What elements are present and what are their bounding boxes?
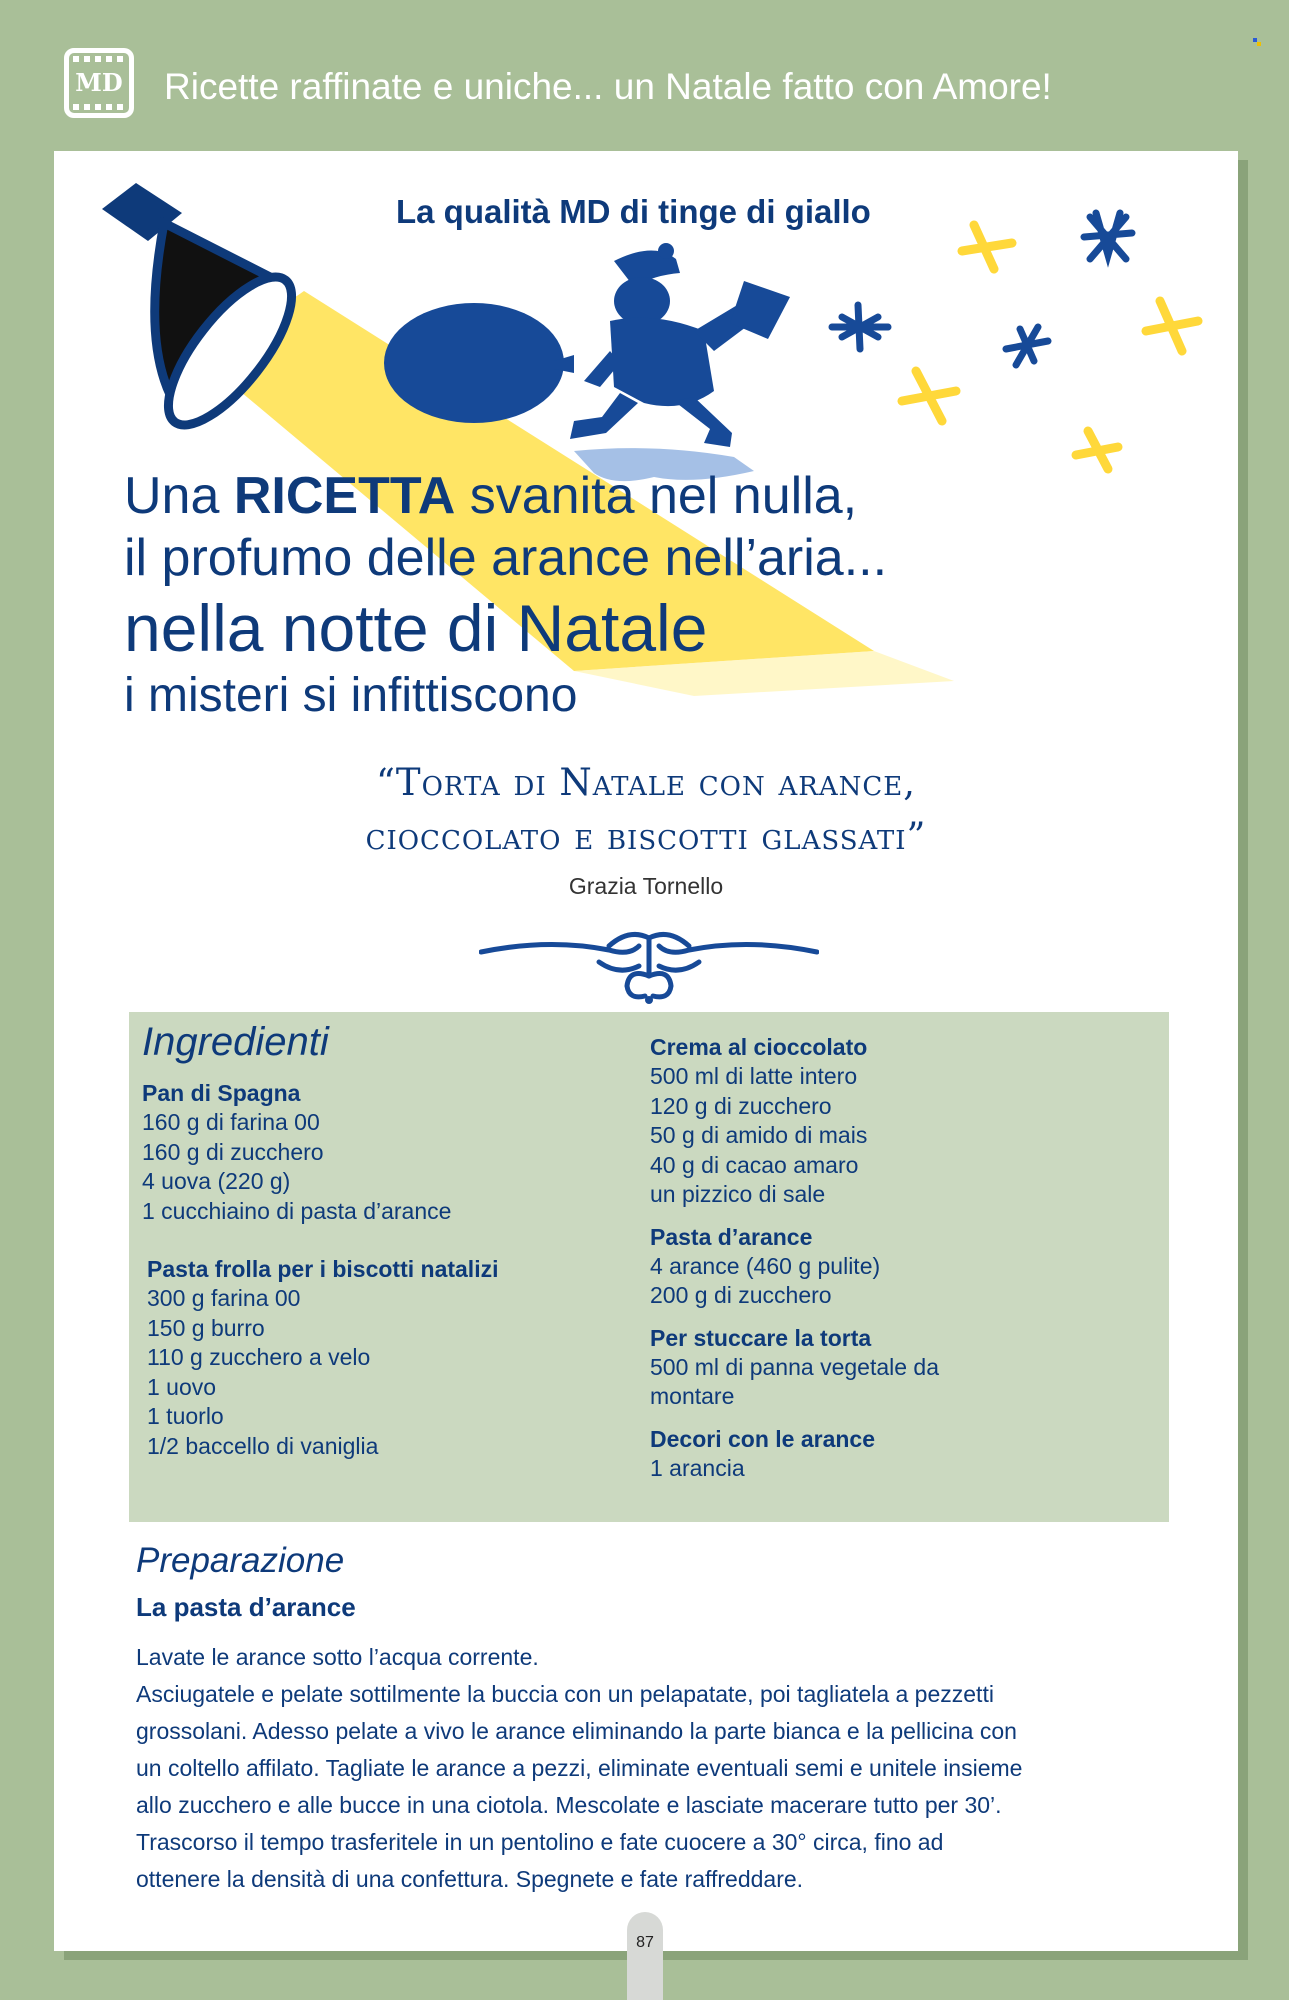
headline-line-2: il profumo delle arance nell’aria... — [124, 529, 888, 587]
recipe-author: Grazia Tornello — [568, 873, 724, 899]
recipe-page — [54, 151, 1238, 1951]
headline-suffix: svanita nel nulla, — [455, 467, 858, 525]
header-title: Ricette raffinate e uniche... un Natale fatto con Amore! — [164, 66, 1052, 107]
page-header — [0, 0, 1289, 150]
ingredient-group-title: Pan di Spagna — [142, 1080, 301, 1106]
ingredient-item: 1/2 baccello di vaniglia — [147, 1432, 379, 1459]
ingredient-group — [650, 1222, 1150, 1311]
page-number-tab — [627, 1912, 663, 2000]
recipe-title-line-2: cioccolato e biscotti glassati” — [365, 815, 927, 858]
ingredient-item: 500 ml di panna vegetale da — [650, 1353, 939, 1380]
ingredients-heading: Ingredienti — [142, 1020, 329, 1064]
ingredient-item: 4 uova (220 g) — [142, 1168, 291, 1194]
ingredient-item: 150 g burro — [147, 1314, 265, 1341]
preparation-line: ottenere la densità di una confettura. Spegnete e fate raffreddare. — [136, 1866, 804, 1892]
headline-line-3: nella notte di Natale — [124, 591, 708, 665]
md-logo-icon — [64, 48, 134, 118]
preparation-line: Asciugatele e pelate sottilmente la buccia con un pelapatate, poi tagliatela a pezzetti — [136, 1681, 994, 1707]
preparation-line: Trascorso il tempo trasferitele in un pentolino e fate cuocere a 30° circa, fino ad — [136, 1829, 944, 1855]
ingredient-group — [650, 1323, 1150, 1412]
ingredient-item: 1 uovo — [147, 1373, 217, 1400]
ingredient-group — [142, 1078, 642, 1226]
ingredient-item: 500 ml di latte intero — [650, 1063, 858, 1089]
ingredient-item: 1 tuorlo — [147, 1403, 224, 1429]
ingredient-group — [650, 1032, 1150, 1210]
preparation-line: un coltello affilato. Tagliate le arance a pezzi, eliminate eventuali semi e unitele insieme — [136, 1755, 1023, 1781]
recipe-title-line-1: “Torta di Natale con arance, — [375, 761, 917, 804]
preparation-line: allo zucchero e alle bucce in una ciotola. Mescolate e lasciate macerare tutto per 30’. — [136, 1792, 1002, 1818]
ingredient-group-title: Pasta d’arance — [650, 1223, 813, 1250]
ingredient-item: 120 g di zucchero — [650, 1092, 832, 1119]
ingredient-group-title: Per stuccare la torta — [650, 1324, 872, 1351]
headline-line-4: i misteri si infittiscono — [124, 669, 578, 722]
film-strip-bottom — [73, 104, 125, 110]
ingredient-group-title: Crema al cioccolato — [650, 1034, 868, 1060]
ingredient-item: 160 g di farina 00 — [142, 1109, 320, 1135]
ingredient-item: 110 g zucchero a velo — [147, 1344, 371, 1370]
recipe-title — [54, 756, 1238, 864]
santa-icon — [570, 243, 790, 447]
ingredient-item: 4 arance (460 g pulite) — [650, 1252, 881, 1279]
preparation-line: Lavate le arance sotto l’acqua corrente. — [136, 1644, 539, 1670]
sack-icon — [384, 303, 574, 423]
preparation-subheading: La pasta d’arance — [136, 1592, 356, 1622]
ingredient-item: 200 g di zucchero — [650, 1282, 832, 1308]
ingredient-group — [142, 1254, 642, 1461]
ingredient-item: un pizzico di sale — [650, 1181, 826, 1207]
ingredient-group — [650, 1424, 1150, 1484]
preparation-heading: Preparazione — [136, 1541, 345, 1580]
ingredient-item: 1 cucchiaino di pasta d’arance — [142, 1197, 452, 1224]
ingredient-group-title: Pasta frolla per i biscotti natalizi — [147, 1256, 499, 1282]
page-number: 87 — [636, 1934, 654, 1951]
tagline: La qualità MD di tinge di giallo — [396, 193, 871, 230]
film-strip-top — [73, 56, 125, 62]
ingredient-item: montare — [650, 1383, 735, 1409]
ingredient-item: 50 g di amido di mais — [650, 1122, 868, 1148]
ingredients-column-right — [650, 1032, 1150, 1495]
preparation-section — [136, 1539, 1176, 1898]
ingredients-column-left — [142, 1018, 642, 1489]
ingredient-item: 300 g farina 00 — [147, 1285, 301, 1311]
ingredients-box — [129, 1012, 1169, 1522]
ingredient-item: 160 g di zucchero — [142, 1138, 324, 1165]
ingredient-item: 40 g di cacao amaro — [650, 1151, 859, 1178]
corner-mark-icon — [1253, 38, 1261, 46]
logo-text: MD — [75, 68, 123, 97]
ornament-divider-icon — [479, 916, 819, 1006]
headline-line-1 — [124, 465, 887, 527]
star-icon — [902, 225, 1198, 469]
headline-prefix: Una — [124, 467, 234, 525]
headline-bold: RICETTA — [233, 467, 456, 525]
preparation-line: grossolani. Adesso pelate a vivo le arance eliminando la parte bianca e la pellicina con — [136, 1718, 1017, 1744]
ingredient-group-title: Decori con le arance — [650, 1425, 875, 1452]
ingredient-item: 1 arancia — [650, 1454, 745, 1481]
headline — [124, 465, 887, 725]
